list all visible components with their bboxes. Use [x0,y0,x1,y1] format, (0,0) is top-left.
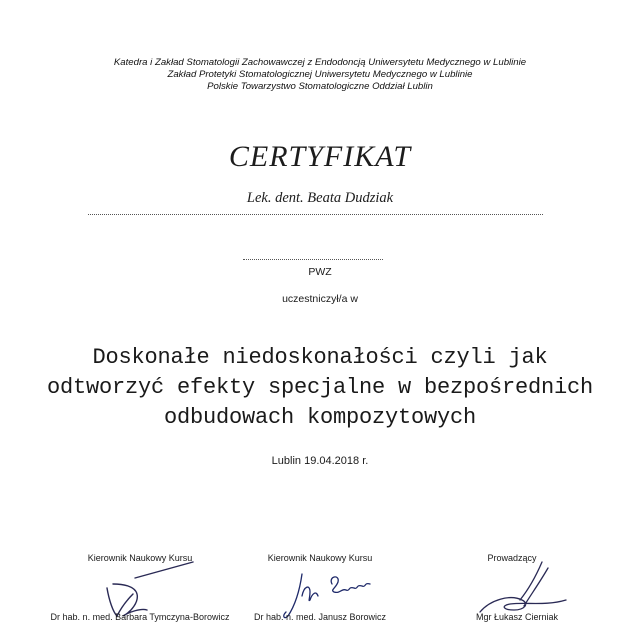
header-org-line-2: Zakład Protetyki Stomatologicznej Uniwersytetu Medycznego w Lublinie [167,69,473,80]
course-title-line-3: odbudowach kompozytowych [163,405,477,430]
signature-1-role: Kierownik Naukowy Kursu [87,553,193,563]
recipient-dotted-line [88,214,543,215]
signature-2-name: Dr hab. n. med. Janusz Borowicz [253,612,387,622]
course-title-line-2: odtworzyć efekty specjalne w bezpośrednich [46,375,594,400]
signature-1-handwriting [95,560,205,620]
course-title-line-1: Doskonałe niedoskonałości czyli jak [92,345,548,370]
participated-label: uczestniczył/a w [282,293,358,305]
course-title [0,343,640,433]
issue-date: Lublin 19.04.2018 r. [271,455,369,467]
certificate-title: CERTYFIKAT [228,140,412,173]
recipient-name: Lek. dent. Beata Dudziak [246,190,394,206]
header-org-line-1: Katedra i Zakład Stomatologii Zachowawczej z Endodoncją Uniwersytetu Medycznego w Lublinie [113,57,527,68]
signature-3-role: Prowadzący [487,553,537,563]
signature-2-role: Kierownik Naukowy Kursu [267,553,373,563]
header-org-line-3: Polskie Towarzystwo Stomatologiczne Oddział Lublin [207,81,433,92]
seal-fragment [80,0,140,8]
signature-1-name: Dr hab. n. med. Barbara Tymczyna-Borowicz [50,612,230,622]
signature-3-name: Mgr Łukasz Cierniak [475,612,559,622]
pwz-label: PWZ [308,266,332,278]
pwz-dotted-line [243,259,383,260]
